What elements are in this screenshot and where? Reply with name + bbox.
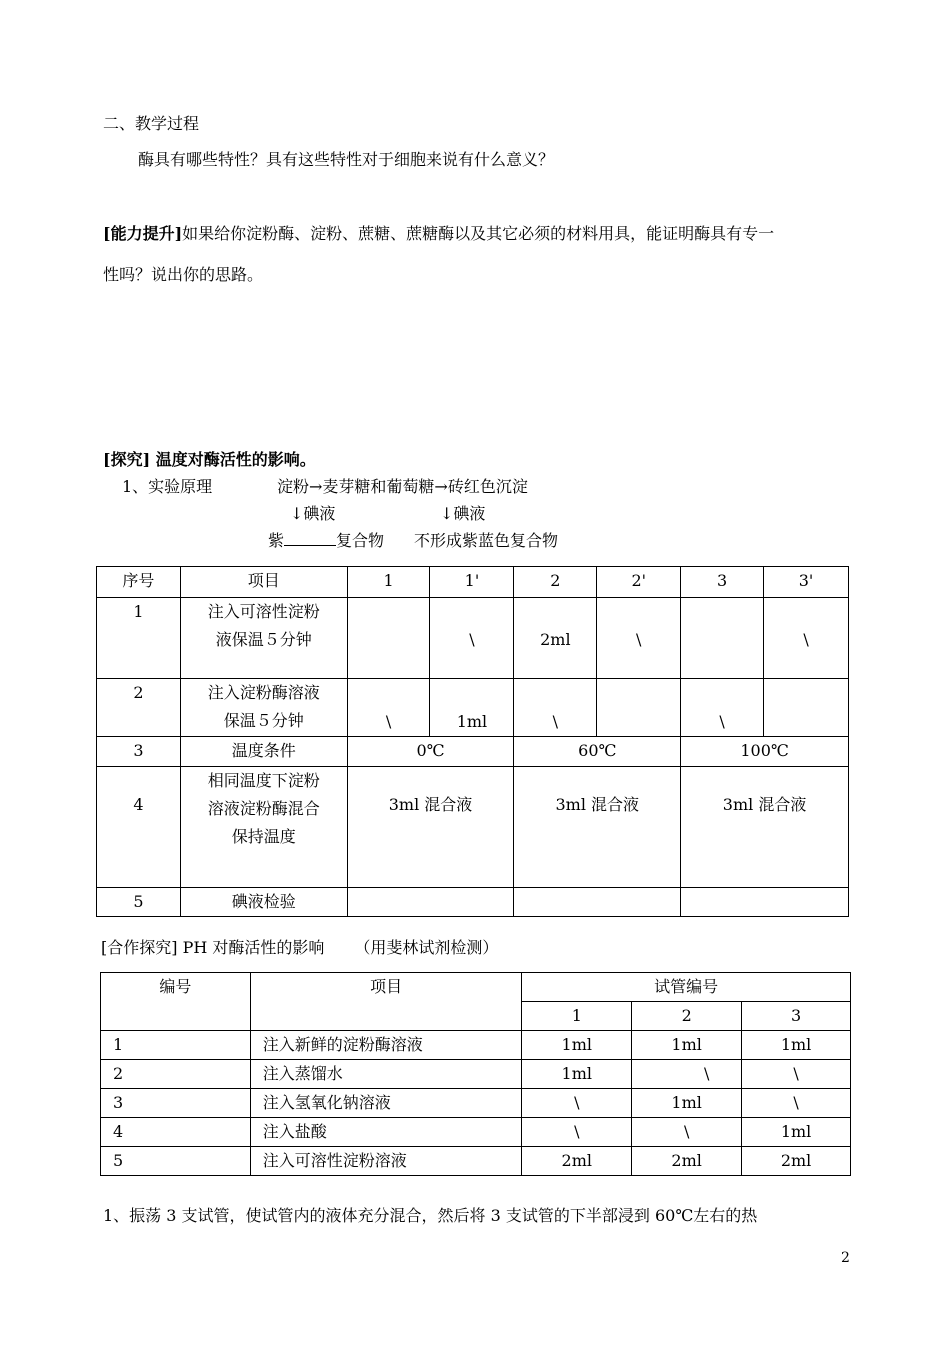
- row-item: 注入盐酸: [250, 1118, 522, 1147]
- item-line: 注入淀粉酶溶液: [207, 683, 320, 702]
- cell-2p: \: [597, 598, 681, 679]
- cell-1p: 1ml: [430, 679, 514, 737]
- tube-value: \: [742, 1060, 851, 1089]
- temp-cell: 100℃: [681, 737, 849, 767]
- table-row: [97, 767, 849, 888]
- question-text: 酶具有哪些特性？具有这些特性对于细胞来说有什么意义？: [138, 150, 555, 169]
- row-item: 温度条件: [180, 737, 347, 767]
- tube-value: \: [522, 1118, 632, 1147]
- cell-2: 2ml: [514, 598, 597, 679]
- row-no: 2: [101, 1060, 251, 1089]
- tube-value: 1ml: [632, 1089, 742, 1118]
- table-row: [101, 1118, 851, 1147]
- temperature-table: [96, 566, 849, 917]
- row-item: [180, 767, 347, 888]
- tube-value: 2ml: [632, 1147, 742, 1176]
- table1-header: 3: [681, 567, 764, 598]
- explore-heading: [探究] 温度对酶活性的影响。: [103, 450, 316, 469]
- table2-header-row: [101, 973, 851, 1002]
- tube-value: \: [522, 1089, 632, 1118]
- cell-2: \: [514, 679, 597, 737]
- coop-heading-line: [101, 938, 498, 958]
- row-no: 1: [97, 598, 181, 679]
- table1-header: 2: [514, 567, 597, 598]
- table-row: [97, 737, 849, 767]
- coop-heading: [合作探究] PH 对酶活性的影响: [101, 938, 325, 957]
- table-row: [101, 1147, 851, 1176]
- ability-line1: 如果给你淀粉酶、淀粉、蔗糖、蔗糖酶以及其它必须的材料用具，能证明酶具有专一: [182, 224, 775, 243]
- row-no: 4: [101, 1118, 251, 1147]
- step-1-text: 1、振荡 3 支试管，使试管内的液体充分混合，然后将 3 支试管的下半部浸到 60℃左右的热: [103, 1206, 758, 1225]
- page-number: 2: [841, 1250, 850, 1266]
- cell-3p: [764, 679, 849, 737]
- tube-value: 2ml: [522, 1147, 632, 1176]
- iodine-label-1: ↓碘液: [290, 504, 336, 523]
- temp-cell: 60℃: [514, 737, 681, 767]
- tube-value: 1ml: [742, 1118, 851, 1147]
- table1-header-row: [97, 567, 849, 598]
- cell-3p: \: [764, 598, 849, 679]
- row-no: 5: [101, 1147, 251, 1176]
- section-heading: 二、教学过程: [103, 114, 200, 133]
- table2-header-no: 编号: [101, 973, 251, 1031]
- tube-number: 2: [632, 1002, 742, 1031]
- item-line: 注入可溶性淀粉: [207, 602, 320, 621]
- cell-1p: \: [430, 598, 514, 679]
- blank-underline: [284, 531, 336, 546]
- table-row: [101, 1031, 851, 1060]
- tube-value: 1ml: [742, 1031, 851, 1060]
- cell-1: \: [347, 679, 430, 737]
- coop-note: （用斐林试剂检测）: [354, 938, 499, 957]
- row-no: 3: [97, 737, 181, 767]
- result-cell: [681, 888, 849, 917]
- tube-number: 1: [522, 1002, 632, 1031]
- tube-value: 1ml: [522, 1031, 632, 1060]
- tube-value: \: [742, 1089, 851, 1118]
- table1-header: 2': [597, 567, 681, 598]
- row-item: [180, 679, 347, 737]
- table-row: [97, 888, 849, 917]
- table-row: [97, 679, 849, 737]
- item-line: 相同温度下淀粉: [207, 771, 320, 790]
- result-cell: [514, 888, 681, 917]
- table-row: [101, 1089, 851, 1118]
- row-no: 3: [101, 1089, 251, 1118]
- row-no: 4: [97, 767, 181, 888]
- row-item: 注入可溶性淀粉溶液: [250, 1147, 522, 1176]
- result-cell: [347, 888, 514, 917]
- mix-cell: 3ml 混合液: [681, 767, 849, 888]
- row-item: 碘液检验: [180, 888, 347, 917]
- cell-3: [681, 598, 764, 679]
- principle-label: 1、实验原理: [122, 477, 213, 496]
- table1-header: 1': [430, 567, 514, 598]
- temp-cell: 0℃: [347, 737, 514, 767]
- tube-value: 1ml: [632, 1031, 742, 1060]
- row-item: 注入蒸馏水: [250, 1060, 522, 1089]
- tube-value: 1ml: [522, 1060, 632, 1089]
- mix-cell: 3ml 混合液: [514, 767, 681, 888]
- row-item: 注入新鲜的淀粉酶溶液: [250, 1031, 522, 1060]
- table2-header-item: 项目: [250, 973, 522, 1031]
- tube-value: 2ml: [742, 1147, 851, 1176]
- row-item: [180, 598, 347, 679]
- mix-cell: 3ml 混合液: [347, 767, 514, 888]
- row-item: 注入氢氧化钠溶液: [250, 1089, 522, 1118]
- table1-header: 序号: [97, 567, 181, 598]
- no-complex-text: 不形成紫蓝色复合物: [414, 531, 559, 550]
- cell-3: \: [681, 679, 764, 737]
- row-no: 2: [97, 679, 181, 737]
- tube-value: \: [632, 1118, 742, 1147]
- row-no: 5: [97, 888, 181, 917]
- table1-header: 项目: [180, 567, 347, 598]
- table2-header-tubes: 试管编号: [522, 973, 851, 1002]
- item-line: 液保温５分钟: [215, 630, 312, 649]
- tube-number: 3: [742, 1002, 851, 1031]
- table-row: [97, 598, 849, 679]
- iodine-label-2: ↓碘液: [440, 504, 486, 523]
- item-line: 溶液淀粉酶混合: [207, 799, 320, 818]
- cell-1: [347, 598, 430, 679]
- row-no: 1: [101, 1031, 251, 1060]
- ph-table: [100, 972, 851, 1176]
- cell-2p: [597, 679, 681, 737]
- ability-line2: 性吗？说出你的思路。: [103, 265, 264, 284]
- table1-header: 3': [764, 567, 849, 598]
- tube-value: \: [632, 1060, 742, 1089]
- item-line: 保温５分钟: [223, 711, 304, 730]
- principle-chain: 淀粉→麦芽糖和葡萄糖→砖红色沉淀: [277, 477, 528, 496]
- table-row: [101, 1060, 851, 1089]
- purple-right: 复合物: [336, 531, 385, 550]
- purple-left: 紫: [268, 531, 285, 550]
- item-line: 保持温度: [231, 827, 296, 846]
- table1-header: 1: [347, 567, 430, 598]
- ability-tag: [能力提升]: [103, 224, 183, 243]
- ability-paragraph: [103, 224, 774, 244]
- purple-complex-line: [268, 531, 384, 551]
